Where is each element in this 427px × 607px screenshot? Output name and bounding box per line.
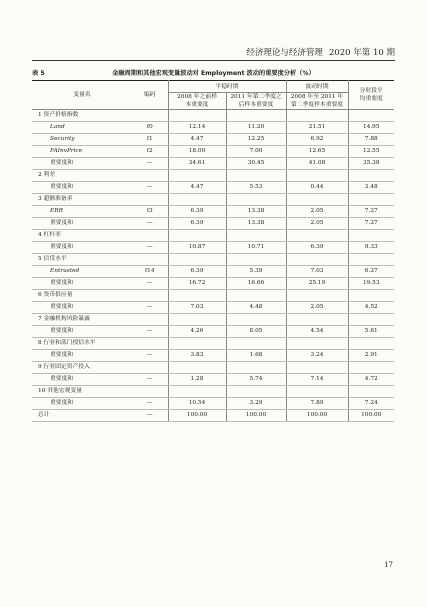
split-value: 7.88 [348, 134, 394, 146]
stable2-value: 13.38 [226, 218, 286, 230]
table-row [32, 254, 394, 266]
volatile-value: 2.05 [286, 218, 348, 230]
stable1-value: 10.54 [168, 398, 226, 410]
variable-name: 重要度和 [32, 182, 132, 194]
table-title: 金融周期和其他宏观变量波动对 Employment 波动的重要度分析（%） [112, 70, 315, 77]
split-value: 100.00 [348, 410, 394, 422]
code-cell: — [132, 218, 168, 230]
volatile-cell [286, 194, 348, 206]
volatile-cell [286, 170, 348, 182]
stable1-cell [168, 314, 226, 326]
split-cell [348, 290, 394, 302]
variable-name: 重要度和 [32, 374, 132, 386]
split-cell [348, 230, 394, 242]
header-volatile-group: 波动时期 [286, 81, 348, 93]
volatile-cell [286, 290, 348, 302]
stable2-cell [226, 386, 286, 398]
split-cell [348, 338, 394, 350]
stable1-cell [168, 194, 226, 206]
group-name: 1 资产价格指数 [32, 110, 132, 122]
volatile-value: 6.92 [286, 134, 348, 146]
code-cell [132, 230, 168, 242]
stable1-value: 12.14 [168, 122, 226, 134]
group-name: 4 杠杆率 [32, 230, 132, 242]
table-row [32, 194, 394, 206]
split-value: 35.38 [348, 158, 394, 170]
code-cell: — [132, 326, 168, 338]
split-value: 7.27 [348, 206, 394, 218]
split-value: 12.55 [348, 146, 394, 158]
table-row [32, 398, 394, 410]
code-cell: f1 [132, 134, 168, 146]
variable-name: FAInvPrice [32, 146, 132, 158]
table-row [32, 158, 394, 170]
stable2-cell [226, 314, 286, 326]
stable2-value: 5.53 [226, 182, 286, 194]
stable2-value: 3.29 [226, 398, 286, 410]
variable-name: 重要度和 [32, 326, 132, 338]
stable2-value: 4.48 [226, 302, 286, 314]
volatile-value: 7.03 [286, 266, 348, 278]
volatile-value: 7.14 [286, 374, 348, 386]
variable-name: ERR [32, 206, 132, 218]
stable1-cell [168, 110, 226, 122]
split-value: 19.53 [348, 278, 394, 290]
stable2-value: 30.45 [226, 158, 286, 170]
stable2-value: 100.00 [226, 410, 286, 422]
header-volatile [286, 93, 348, 110]
header-stable-2 [226, 93, 286, 110]
code-cell [132, 362, 168, 374]
variable-name: 重要度和 [32, 278, 132, 290]
code-cell: — [132, 302, 168, 314]
journal-issue: 2020 年第 10 期 [328, 48, 395, 58]
stable2-value: 7.00 [226, 146, 286, 158]
stable2-cell [226, 362, 286, 374]
stable2-cell [226, 230, 286, 242]
split-value: 3.48 [348, 182, 394, 194]
volatile-value: 21.51 [286, 122, 348, 134]
total-label: 总计 [32, 410, 132, 422]
volatile-value: 7.89 [286, 398, 348, 410]
code-cell: — [132, 278, 168, 290]
code-cell: — [132, 242, 168, 254]
stable1-value: 3.83 [168, 350, 226, 362]
code-cell: — [132, 158, 168, 170]
code-cell: — [132, 398, 168, 410]
volatile-value: 6.39 [286, 242, 348, 254]
volatile-value: 4.54 [286, 326, 348, 338]
stable2-value: 1.68 [226, 350, 286, 362]
running-header [32, 46, 395, 61]
group-name: 5 信贷水平 [32, 254, 132, 266]
group-name: 7 金融机构风险暴露 [32, 314, 132, 326]
stable2-cell [226, 254, 286, 266]
volatile-cell [286, 254, 348, 266]
header-stable-1 [168, 93, 226, 110]
stable1-value: 4.47 [168, 134, 226, 146]
split-value: 14.95 [348, 122, 394, 134]
importance-table [32, 80, 394, 422]
split-value: 5.61 [348, 326, 394, 338]
code-cell [132, 290, 168, 302]
header-volatile-line1: 2008 年至 2011 年 [290, 94, 344, 100]
stable1-cell [168, 230, 226, 242]
header-stable2-line1: 2011 年第二季度之 [230, 94, 282, 100]
code-cell: f0 [132, 122, 168, 134]
table-row [32, 362, 394, 374]
stable2-value: 5.74 [226, 374, 286, 386]
stable1-value: 6.39 [168, 206, 226, 218]
table-row [32, 182, 394, 194]
stable2-value: 11.20 [226, 122, 286, 134]
header-stable-group: 平稳时期 [168, 81, 286, 93]
stable1-cell [168, 254, 226, 266]
split-cell [348, 110, 394, 122]
stable2-value: 13.38 [226, 206, 286, 218]
group-name: 6 货币供应量 [32, 290, 132, 302]
stable2-value: 12.25 [226, 134, 286, 146]
split-value: 6.27 [348, 266, 394, 278]
split-value: 4.72 [348, 374, 394, 386]
stable1-cell [168, 386, 226, 398]
split-value: 9.33 [348, 242, 394, 254]
table-caption [32, 66, 395, 80]
split-cell [348, 314, 394, 326]
journal-name: 经济理论与经济管理 [246, 48, 323, 58]
split-cell [348, 386, 394, 398]
stable1-value: 7.03 [168, 302, 226, 314]
variable-name: Land [32, 122, 132, 134]
stable2-cell [226, 290, 286, 302]
header-split-line1: 分时段平 [359, 88, 383, 94]
variable-name: 重要度和 [32, 398, 132, 410]
table-body [32, 110, 394, 422]
volatile-value: 100.00 [286, 410, 348, 422]
volatile-value: 25.19 [286, 278, 348, 290]
table-row [32, 146, 394, 158]
table-row [32, 290, 394, 302]
volatile-value: 0.44 [286, 182, 348, 194]
header-stable2-line2: 后样本重要度 [238, 102, 274, 108]
page-number: 17 [384, 561, 393, 569]
split-value: 7.27 [348, 218, 394, 230]
stable2-value: 16.66 [226, 278, 286, 290]
split-cell [348, 170, 394, 182]
split-cell [348, 254, 394, 266]
split-value: 2.91 [348, 350, 394, 362]
stable2-cell [226, 110, 286, 122]
split-value: 7.24 [348, 398, 394, 410]
table-row [32, 302, 394, 314]
table-row [32, 230, 394, 242]
stable2-value: 10.71 [226, 242, 286, 254]
volatile-cell [286, 386, 348, 398]
volatile-value: 41.08 [286, 158, 348, 170]
volatile-value: 12.65 [286, 146, 348, 158]
table-row [32, 266, 394, 278]
variable-name: 重要度和 [32, 350, 132, 362]
header-volatile-line2: 第二季度样本重要度 [290, 102, 344, 108]
header-stable1-line2: 本重要度 [185, 102, 209, 108]
split-cell [348, 362, 394, 374]
table-row [32, 218, 394, 230]
volatile-value: 2.05 [286, 302, 348, 314]
stable1-value: 34.61 [168, 158, 226, 170]
stable1-value: 18.00 [168, 146, 226, 158]
code-cell [132, 338, 168, 350]
stable1-value: 100.00 [168, 410, 226, 422]
volatile-cell [286, 338, 348, 350]
table-row [32, 326, 394, 338]
volatile-cell [286, 110, 348, 122]
table-row [32, 338, 394, 350]
variable-name: 重要度和 [32, 242, 132, 254]
code-cell: — [132, 374, 168, 386]
stable2-cell [226, 338, 286, 350]
variable-name: 重要度和 [32, 218, 132, 230]
code-cell: f14 [132, 266, 168, 278]
stable1-cell [168, 338, 226, 350]
stable1-value: 6.39 [168, 218, 226, 230]
variable-name: Security [32, 134, 132, 146]
table-row [32, 206, 394, 218]
stable1-value: 6.39 [168, 266, 226, 278]
stable1-cell [168, 362, 226, 374]
stable1-value: 4.47 [168, 182, 226, 194]
code-cell [132, 314, 168, 326]
code-cell: — [132, 182, 168, 194]
code-cell [132, 170, 168, 182]
header-split-average [348, 81, 394, 110]
variable-name: Entrusted [32, 266, 132, 278]
stable2-cell [226, 194, 286, 206]
table-row [32, 110, 394, 122]
code-cell [132, 194, 168, 206]
volatile-cell [286, 362, 348, 374]
stable1-cell [168, 290, 226, 302]
code-cell [132, 386, 168, 398]
table-row [32, 242, 394, 254]
code-cell [132, 254, 168, 266]
table-row [32, 386, 394, 398]
stable2-value: 8.05 [226, 326, 286, 338]
table-row [32, 122, 394, 134]
variable-name: 重要度和 [32, 302, 132, 314]
code-cell: — [132, 350, 168, 362]
stable1-cell [168, 170, 226, 182]
table-row [32, 134, 394, 146]
stable2-value: 5.39 [226, 266, 286, 278]
stable1-value: 1.28 [168, 374, 226, 386]
table-label: 表 5 [32, 70, 45, 77]
group-name: 3 超额准备率 [32, 194, 132, 206]
split-cell [348, 194, 394, 206]
volatile-cell [286, 314, 348, 326]
group-name: 9 行业固定资产投入 [32, 362, 132, 374]
volatile-value: 3.24 [286, 350, 348, 362]
split-value: 4.52 [348, 302, 394, 314]
stable1-value: 4.26 [168, 326, 226, 338]
group-name: 8 行业和部门授信水平 [32, 338, 132, 350]
code-cell: f3 [132, 206, 168, 218]
table-row [32, 410, 394, 422]
stable2-cell [226, 170, 286, 182]
volatile-value: 2.05 [286, 206, 348, 218]
stable1-value: 10.87 [168, 242, 226, 254]
group-name: 2 利差 [32, 170, 132, 182]
header-code: 编码 [132, 81, 168, 110]
code-cell: f2 [132, 146, 168, 158]
group-name: 10 其他宏观变量 [32, 386, 132, 398]
table-row [32, 350, 394, 362]
code-cell: — [132, 410, 168, 422]
table-row [32, 374, 394, 386]
table-row [32, 170, 394, 182]
header-stable1-line1: 2008 年之前样 [177, 94, 217, 100]
table-row [32, 314, 394, 326]
code-cell [132, 110, 168, 122]
table-row [32, 278, 394, 290]
stable1-value: 16.72 [168, 278, 226, 290]
variable-name: 重要度和 [32, 158, 132, 170]
volatile-cell [286, 230, 348, 242]
header-variable: 变量名 [32, 81, 132, 110]
header-split-line2: 均重要度 [359, 96, 383, 102]
